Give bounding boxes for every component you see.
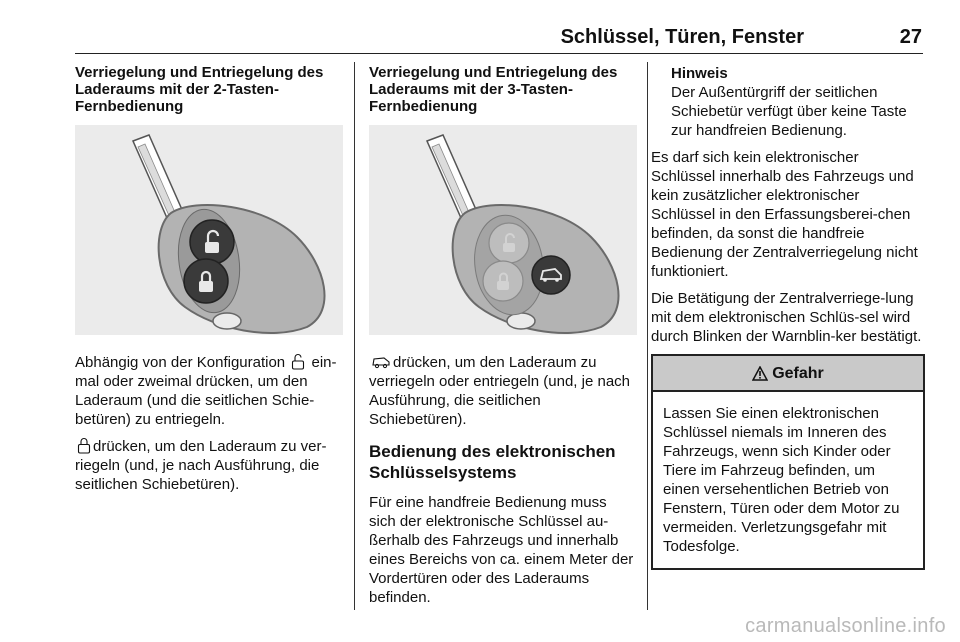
lock-icon: [77, 437, 91, 454]
paragraph-lock-text: drücken, um den Laderaum zu ver-riegeln (und, je nach Ausführung, die seitlichen Schiebetüren).: [75, 438, 327, 493]
column-3: [651, 64, 925, 570]
inline-text-before: Abhängig von der Konfiguration: [75, 354, 290, 371]
van-icon: [371, 353, 391, 370]
three-button-key-illustration: [369, 125, 637, 335]
section-heading-keyless: Bedienung des elektronischen Schlüsselsystems: [369, 442, 616, 482]
page-header-title: Schlüssel, Türen, Fenster: [560, 26, 804, 48]
page-number: 27: [899, 26, 922, 48]
warning-box: [651, 354, 925, 570]
paragraph-hazard-confirmation: Die Betätigung der Zentralverriege-lung mit dem elektronischen Schlüs-sel wird durch Blinken der Warnblin-ker bestätigt.: [651, 290, 922, 345]
watermark: carmanualsonline.info: [745, 615, 946, 637]
section-heading-3-button: Verriegelung und Entriegelung des Laderaums mit der 3-Tasten-Fernbedienung: [369, 64, 618, 115]
warning-body: Lassen Sie einen elektronischen Schlüssel niemals im Inneren des Fahrzeugs, wenn sich Kinder oder Tiere im Fahrzeug befinden, um einen versehentlichen Betrieb von Fenstern, Türen oder dem Motor zu vermeiden. Verletzungsgefahr mit Todesfolge.: [663, 405, 900, 555]
inline-text-after: ein-mal oder zweimal drücken, um den Laderaum (und die seitlichen Schie-betüren) zu entriegeln.: [75, 354, 337, 428]
column-2: [369, 64, 637, 615]
figure-3-button-remote: [369, 125, 637, 335]
warning-triangle-icon: [752, 366, 768, 381]
warning-header: [653, 356, 923, 392]
unlock-icon: [291, 353, 305, 370]
two-button-key-illustration: [75, 125, 343, 335]
header-divider: [75, 53, 923, 54]
column-divider-2: [647, 62, 648, 610]
figure-2-button-remote: [75, 125, 343, 335]
paragraph-unlock-instructions: [75, 353, 343, 429]
column-divider-1: [354, 62, 355, 610]
note-body: Der Außentürgriff der seitlichen Schiebetür verfügt über keine Taste zur handfreien Bedienung.: [671, 84, 907, 139]
note-title: Hinweis: [671, 65, 728, 82]
warning-title: Gefahr: [772, 364, 824, 382]
paragraph-lock-instructions: [75, 437, 343, 494]
section-heading-2-button: Verriegelung und Entriegelung des Laderaums mit der 2-Tasten-Fernbedienung: [75, 64, 324, 115]
paragraph-keyless-range: Für eine handfreie Bedienung muss sich der elektronische Schlüssel au-ßerhalb des Fahrzeugs und innerhalb eines Bereichs von ca. einem Meter der Vordertüren oder des Laderaums befinden.: [369, 494, 634, 606]
paragraph-3-button-instructions: [369, 353, 637, 429]
paragraph-detection-zones: Es darf sich kein elektronischer Schlüssel innerhalb des Fahrzeugs und kein zusätzlicher elektronischer Schlüssel in den Erfassungsberei-chen befinden, da sonst die handfreie Bedienung der Zentralverriegelung nicht funktioniert.: [651, 149, 918, 280]
paragraph-3-button-text: drücken, um den Laderaum zu verriegeln oder entriegeln (und, je nach Ausführung, die seitlichen Schiebetüren).: [369, 354, 630, 428]
column-1: [75, 64, 343, 502]
